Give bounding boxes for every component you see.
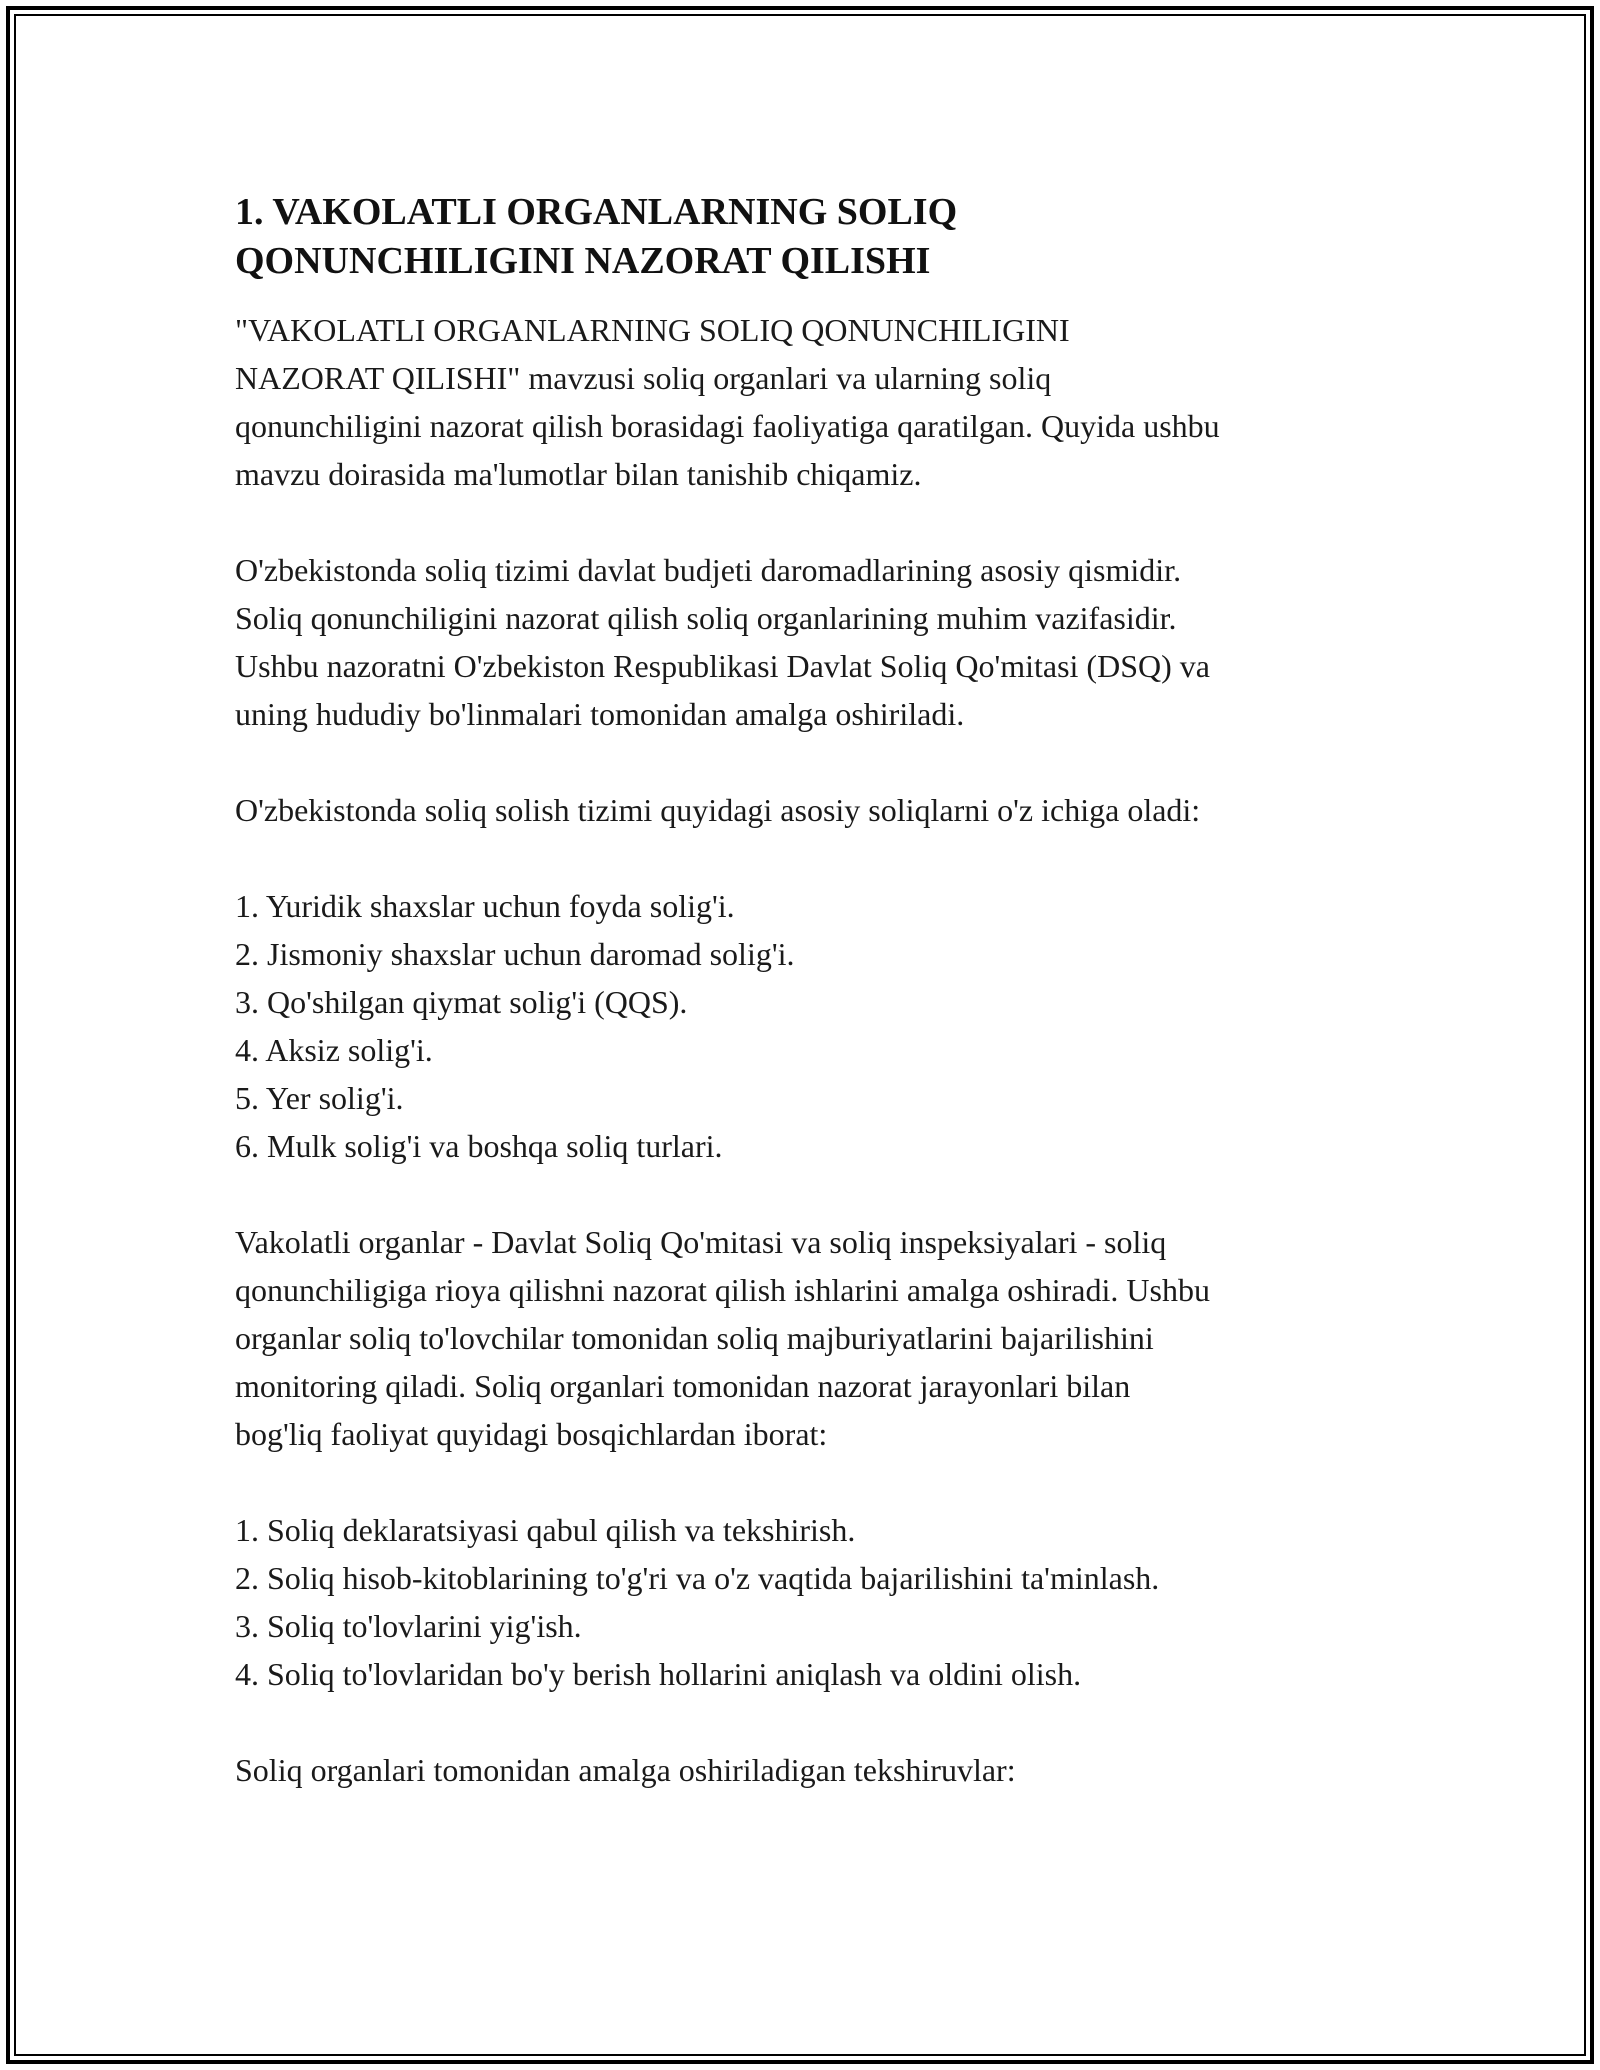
list-item: 2. Jismoniy shaxslar uchun daromad solig'i. [235, 936, 795, 972]
text-line: NAZORAT QILISHI" mavzusi soliq organlari va ularning soliq [235, 360, 1052, 396]
control-stages-list [235, 1506, 1385, 1698]
inspections-paragraph: Soliq organlari tomonidan amalga oshiriladigan tekshiruvlar: [235, 1752, 1016, 1788]
text-line: qonunchiligini nazorat qilish borasidagi faoliyatiga qaratilgan. Quyida ushbu [235, 408, 1220, 444]
authorities-paragraph [235, 1218, 1385, 1458]
list-item: 1. Soliq deklaratsiyasi qabul qilish va tekshirish. [235, 1512, 856, 1548]
text-line: O'zbekistonda soliq tizimi davlat budjeti daromadlarining asosiy qismidir. [235, 552, 1182, 588]
title-line: QONUNCHILIGINI NAZORAT QILISHI [235, 240, 931, 282]
document-title [235, 188, 1135, 286]
text-line: qonunchiligiga rioya qilishni nazorat qilish ishlarini amalga oshiradi. Ushbu [235, 1272, 1210, 1308]
list-item: 3. Soliq to'lovlarini yig'ish. [235, 1608, 582, 1644]
text-line: "VAKOLATLI ORGANLARNING SOLIQ QONUNCHILIGINI [235, 312, 1070, 348]
list-item: 1. Yuridik shaxslar uchun foyda solig'i. [235, 888, 735, 924]
title-line: 1. VAKOLATLI ORGANLARNING SOLIQ [235, 191, 958, 233]
text-line: Vakolatli organlar - Davlat Soliq Qo'mitasi va soliq inspeksiyalari - soliq [235, 1224, 1167, 1260]
text-line: uning hududiy bo'linmalari tomonidan amalga oshiriladi. [235, 696, 965, 732]
text-line: Ushbu nazoratni O'zbekiston Respublikasi Davlat Soliq Qo'mitasi (DSQ) va [235, 648, 1210, 684]
text-line: mavzu doirasida ma'lumotlar bilan tanishib chiqamiz. [235, 456, 922, 492]
list-item: 3. Qo'shilgan qiymat solig'i (QQS). [235, 984, 688, 1020]
document-body [235, 188, 1385, 1794]
list-item: 6. Mulk solig'i va boshqa soliq turlari. [235, 1128, 723, 1164]
taxes-intro-paragraph: O'zbekistonda soliq solish tizimi quyidagi asosiy soliqlarni o'z ichiga oladi: [235, 792, 1201, 828]
text-line: organlar soliq to'lovchilar tomonidan soliq majburiyatlarini bajarilishini [235, 1320, 1154, 1356]
intro-paragraph [235, 306, 1385, 498]
list-item: 2. Soliq hisob-kitoblarining to'g'ri va o'z vaqtida bajarilishini ta'minlash. [235, 1560, 1160, 1596]
text-line: monitoring qiladi. Soliq organlari tomonidan nazorat jarayonlari bilan [235, 1368, 1131, 1404]
text-line: Soliq qonunchiligini nazorat qilish soliq organlarining muhim vazifasidir. [235, 600, 1177, 636]
list-item: 5. Yer solig'i. [235, 1080, 404, 1116]
tax-system-paragraph [235, 546, 1385, 738]
list-item: 4. Soliq to'lovlaridan bo'y berish hollarini aniqlash va oldini olish. [235, 1656, 1082, 1692]
list-item: 4. Aksiz solig'i. [235, 1032, 433, 1068]
text-line: bog'liq faoliyat quyidagi bosqichlardan iborat: [235, 1416, 828, 1452]
tax-types-list [235, 882, 1385, 1170]
